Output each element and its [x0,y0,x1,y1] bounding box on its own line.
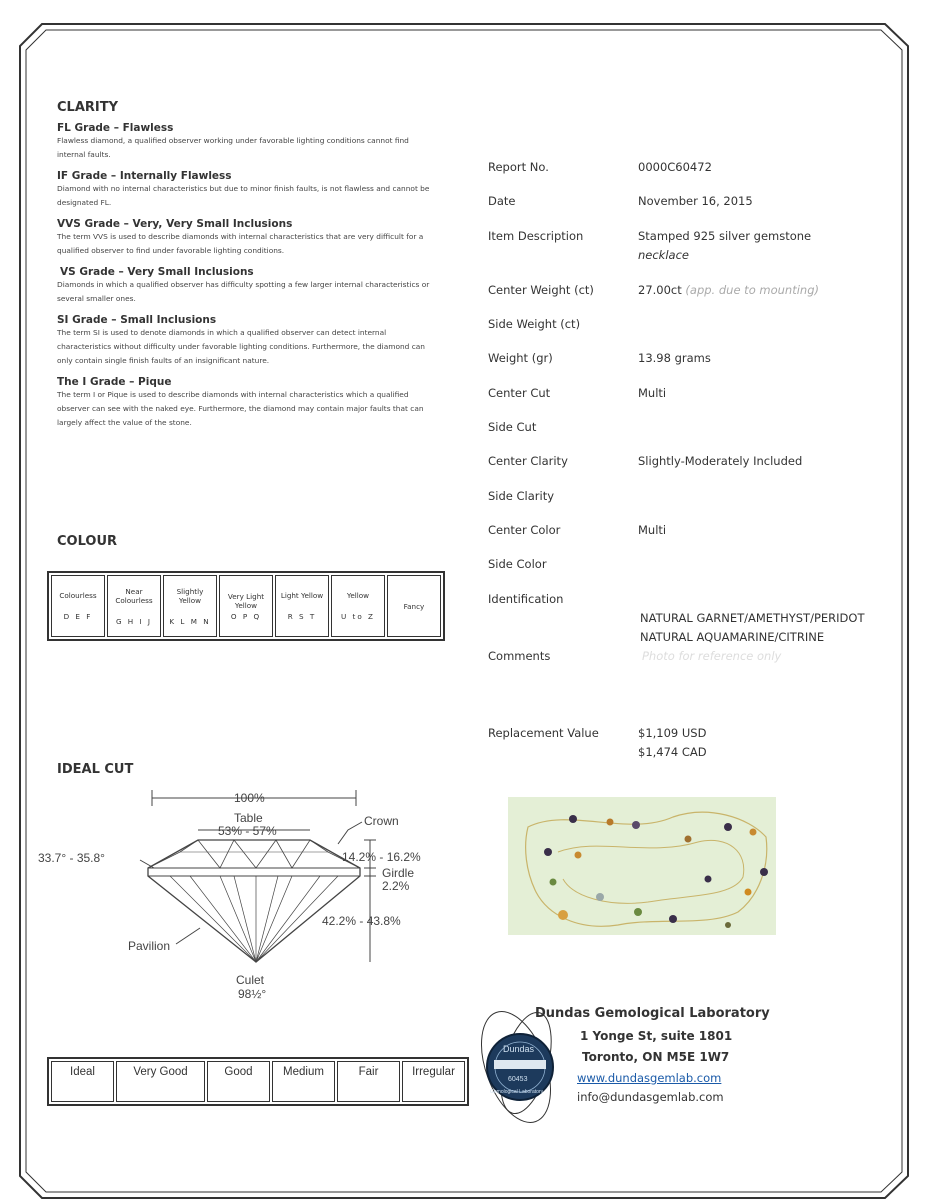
cut-grade-cell: Irregular [402,1061,465,1102]
lab-email[interactable]: info@dundasgemlab.com [577,1090,724,1104]
grade-if [57,170,437,218]
cut-grade-cell: Very Good [116,1061,205,1102]
field-value: Stamped 925 silver gemstone [638,229,812,243]
colour-code: G H I J [115,616,153,626]
grade-vvs [57,218,437,266]
diagram-crown-label: Crown [364,814,399,828]
colour-cell [387,575,441,637]
diagram-crown-angle: 33.7° - 35.8° [38,851,105,865]
identification-line: NATURAL AQUAMARINE/CITRINE [640,630,825,644]
grade-description: The term SI is used to denote diamonds in which a qualified observer can detect internal characteristics without difficulty under favorable lighting conditions. Furthermore, the diamond can only contain single finish faults of an insignificant nature. [57,328,425,365]
colour-name: Very Light Yellow [227,591,265,610]
grade-vs [57,266,437,314]
replacement-usd: $1,109 USD [638,726,707,740]
colour-code: K L M N [169,616,211,626]
field-label: Center Color [488,523,561,537]
center-weight-note: (app. due to mounting) [685,283,819,297]
cut-grade-cell: Good [207,1061,270,1102]
clarity-title: CLARITY [57,100,119,115]
colour-cell [219,575,273,637]
diamond-cut-diagram [20,780,440,1010]
grade-description: The term I or Pique is used to describe diamonds with internal characteristics which a qualified observer can see with the naked eye. Furthermore, the diamond may contain major faults that can largely affect the value of the stone. [57,390,424,427]
replacement-label: Replacement Value [488,726,599,740]
seal-text: Dundas [503,1044,535,1054]
field-label: Center Weight (ct) [488,283,594,297]
diagram-culet-label: Culet [236,973,265,987]
grade-i [57,376,437,430]
diagram-girdle-label: Girdle [382,866,415,880]
field-value: November 16, 2015 [638,194,753,208]
colour-scale-table [47,571,445,641]
field-value-line2: necklace [638,248,689,262]
colour-cell [107,575,161,637]
colour-name: Fancy [403,601,425,611]
comments-label: Comments [488,649,551,663]
colour-scale [47,571,445,641]
diagram-table-range: 53% - 57% [218,824,277,838]
seal-number: 60453 [508,1076,528,1083]
grade-title: VVS Grade – Very, Very Small Inclusions [57,218,293,230]
field-label: Date [488,194,516,208]
grade-description: Flawless diamond, a qualified observer working under favorable lighting conditions cannot find internal faults. [57,136,409,159]
lab-website-link[interactable]: www.dundasgemlab.com [577,1071,722,1085]
cut-grade-scale [47,1057,469,1106]
diagram-girdle-value: 2.2% [382,879,410,893]
cut-grade-cell: Medium [272,1061,335,1102]
grade-title: The I Grade – Pique [57,376,172,388]
field-label: Center Cut [488,386,551,400]
colour-code: R S T [287,612,317,621]
diagram-width-label: 100% [234,791,265,805]
field-label: Side Clarity [488,489,555,503]
colour-name: Colourless [59,591,97,600]
colour-cell [275,575,329,637]
grade-fl [57,122,437,170]
diagram-crown-height: 14.2% - 16.2% [342,850,421,864]
grade-title: IF Grade – Internally Flawless [57,170,232,182]
clarity-grades [57,122,437,430]
lab-address-line1: 1 Yonge St, suite 1801 [580,1029,733,1043]
colour-code: O P Q [230,611,262,621]
colour-code: D E F [63,612,93,621]
seal-bottom-text: Gemological Laboratory [490,1089,544,1095]
colour-cell [331,575,385,637]
colour-title: COLOUR [57,534,118,549]
field-label: Center Clarity [488,454,568,468]
field-value [638,283,819,297]
identification-line: NATURAL GARNET/AMETHYST/PERIDOT [640,611,865,625]
field-label: Weight (gr) [488,351,553,365]
field-label: Side Weight (ct) [488,317,581,331]
field-value: Multi [638,523,667,537]
colour-code: U to Z [341,612,375,621]
colour-cell [51,575,105,637]
lab-name: Dundas Gemological Laboratory [535,1006,770,1021]
cut-grade-cell: Ideal [51,1061,114,1102]
necklace-photo [508,797,776,935]
field-label: Item Description [488,229,584,243]
diagram-pavilion-depth: 42.2% - 43.8% [322,914,401,928]
colour-cell [163,575,217,637]
diagram-pavilion-label: Pavilion [128,939,171,953]
grade-description: Diamond with no internal characteristics but due to minor finish faults, is not flawless and cannot be designated FL. [57,184,430,207]
diagram-table-label: Table [234,811,263,825]
field-value: Slightly-Moderately Included [638,454,803,468]
grade-description: Diamonds in which a qualified observer has difficulty spotting a few larger internal characteristics or several smaller ones. [57,280,430,303]
grade-title: VS Grade – Very Small Inclusions [60,266,254,278]
colour-name: Yellow [346,591,370,600]
cut-grade-cell: Fair [337,1061,400,1102]
field-label: Side Color [488,557,547,571]
colour-name: Slightly Yellow [176,586,204,605]
diagram-culet-value: 98½° [238,987,267,1001]
field-label: Report No. [488,160,549,174]
lab-seal [468,1005,578,1130]
field-value: 0000C60472 [638,160,712,174]
colour-name: Light Yellow [280,591,324,600]
field-label: Identification [488,592,564,606]
grade-si [57,314,437,376]
grade-title: SI Grade – Small Inclusions [57,314,217,326]
comments-value: Photo for reference only [642,649,782,663]
colour-name: Near Colourless [115,586,153,605]
replacement-cad: $1,474 CAD [638,745,707,759]
field-label: Side Cut [488,420,537,434]
field-value: 13.98 grams [638,351,711,365]
grade-title: FL Grade – Flawless [57,122,174,134]
grade-description: The term VVS is used to describe diamonds with internal characteristics that are very difficult for a qualified observer to find under favorable lighting conditions. [57,232,424,255]
ideal-cut-title: IDEAL CUT [57,762,134,777]
center-weight-value: 27.00ct [638,283,682,297]
field-value: Multi [638,386,667,400]
lab-address-line2: Toronto, ON M5E 1W7 [582,1050,730,1064]
cut-grade-table [47,1057,469,1106]
